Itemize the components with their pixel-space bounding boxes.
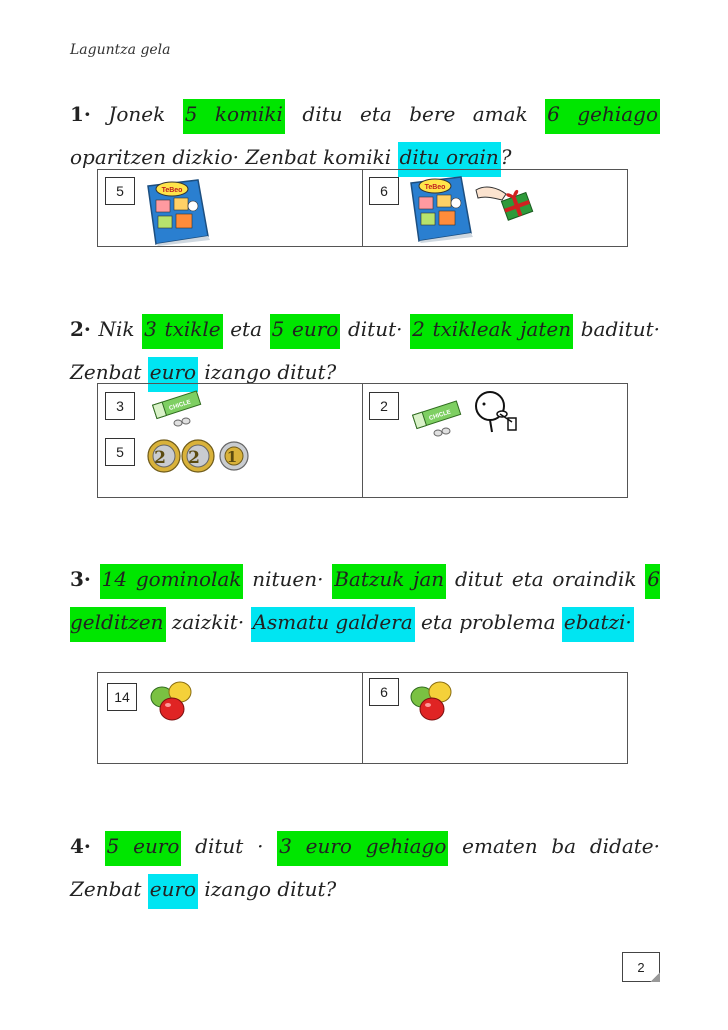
- problem-text-segments: [70, 564, 660, 642]
- highlight-cyan: Asmatu galdera: [251, 607, 415, 642]
- highlight-green: 5 komiki: [183, 99, 285, 134]
- text-segment: baditut· Zenbat: [70, 317, 660, 384]
- number-box: 5: [105, 438, 135, 466]
- highlight-green: 3 txikle: [142, 314, 222, 349]
- answer-box-3: [97, 672, 628, 764]
- person-eating-icon: [470, 388, 522, 436]
- text-segment: nituen·: [243, 567, 333, 591]
- comic-label: TeBeo: [161, 187, 183, 194]
- text-segment: [91, 834, 105, 858]
- number-box: 6: [369, 678, 399, 706]
- highlight-green: Batzuk jan: [332, 564, 446, 599]
- highlight-green: 5 euro: [105, 831, 182, 866]
- highlight-cyan: ditu orain: [398, 142, 501, 177]
- problem-3-text: [70, 558, 660, 644]
- page-number: 2: [622, 952, 660, 982]
- number-box: 5: [105, 177, 135, 205]
- number-box: 6: [369, 177, 399, 205]
- chewing-gum-icon: [408, 400, 466, 440]
- gummy-candy-icon: [148, 677, 196, 723]
- text-segment: izango ditut?: [198, 877, 337, 901]
- text-segment: [91, 567, 100, 591]
- text-segment: Nik: [90, 317, 143, 341]
- chewing-gum-icon: [148, 390, 206, 430]
- comic-book-icon: [401, 173, 475, 243]
- highlight-green: 6 gelditzen: [70, 564, 660, 642]
- text-segment: Jonek: [90, 102, 183, 126]
- coin-value: 2: [188, 448, 200, 468]
- problem-number: 2·: [70, 317, 91, 341]
- problem-text-segments: [70, 99, 660, 177]
- gum-label: CHICLE: [428, 409, 452, 423]
- text-segment: ditut ·: [181, 834, 278, 858]
- text-segment: ditut eta oraindik: [446, 567, 646, 591]
- answer-box-2: [97, 383, 628, 498]
- problem-1-text: [70, 93, 660, 179]
- highlight-cyan: euro: [148, 357, 198, 392]
- text-segment: ematen ba didate· Zenbat: [70, 834, 660, 901]
- highlight-green: 14 gominolak: [100, 564, 244, 599]
- text-segment: ditut·: [340, 317, 411, 341]
- highlight-green: 2 txikleak jaten: [410, 314, 573, 349]
- problem-number: 4·: [70, 834, 91, 858]
- text-segment: izango ditut?: [198, 360, 337, 384]
- box-divider: [362, 384, 363, 497]
- problem-number: 1·: [70, 102, 91, 126]
- text-segment: ditu eta bere amak: [284, 102, 546, 126]
- euro-coins-icon: [146, 438, 256, 474]
- text-segment: ?: [500, 145, 512, 169]
- highlight-green: 3 euro gehiago: [277, 831, 448, 866]
- number-box: 14: [107, 683, 137, 711]
- gum-label: CHICLE: [168, 399, 192, 413]
- number-box: 3: [105, 392, 135, 420]
- gummy-candy-icon: [408, 677, 456, 723]
- highlight-cyan: euro: [148, 874, 198, 909]
- comic-book-icon: [138, 176, 212, 246]
- text-segment: zaizkit·: [165, 610, 251, 634]
- problem-text-segments: [70, 314, 660, 392]
- answer-box-1: [97, 169, 628, 247]
- problem-number: 3·: [70, 567, 91, 591]
- box-divider: [362, 170, 363, 246]
- highlight-green: 6 gehiago: [545, 99, 660, 134]
- problem-2-text: [70, 308, 660, 394]
- highlight-cyan: ebatzi·: [562, 607, 634, 642]
- comic-label: TeBeo: [424, 184, 446, 191]
- text-segment: eta problema: [414, 610, 562, 634]
- number-box: 2: [369, 392, 399, 420]
- header: Laguntza gela: [70, 42, 171, 58]
- gift-hand-icon: [474, 180, 536, 224]
- problem-text-segments: [70, 831, 660, 909]
- box-divider: [362, 673, 363, 763]
- coin-value: 1: [226, 448, 238, 466]
- problem-4-text: [70, 825, 660, 911]
- text-segment: oparitzen dizkio· Zenbat komiki: [70, 145, 398, 169]
- text-segment: eta: [222, 317, 270, 341]
- highlight-green: 5 euro: [270, 314, 341, 349]
- coin-value: 2: [154, 448, 166, 468]
